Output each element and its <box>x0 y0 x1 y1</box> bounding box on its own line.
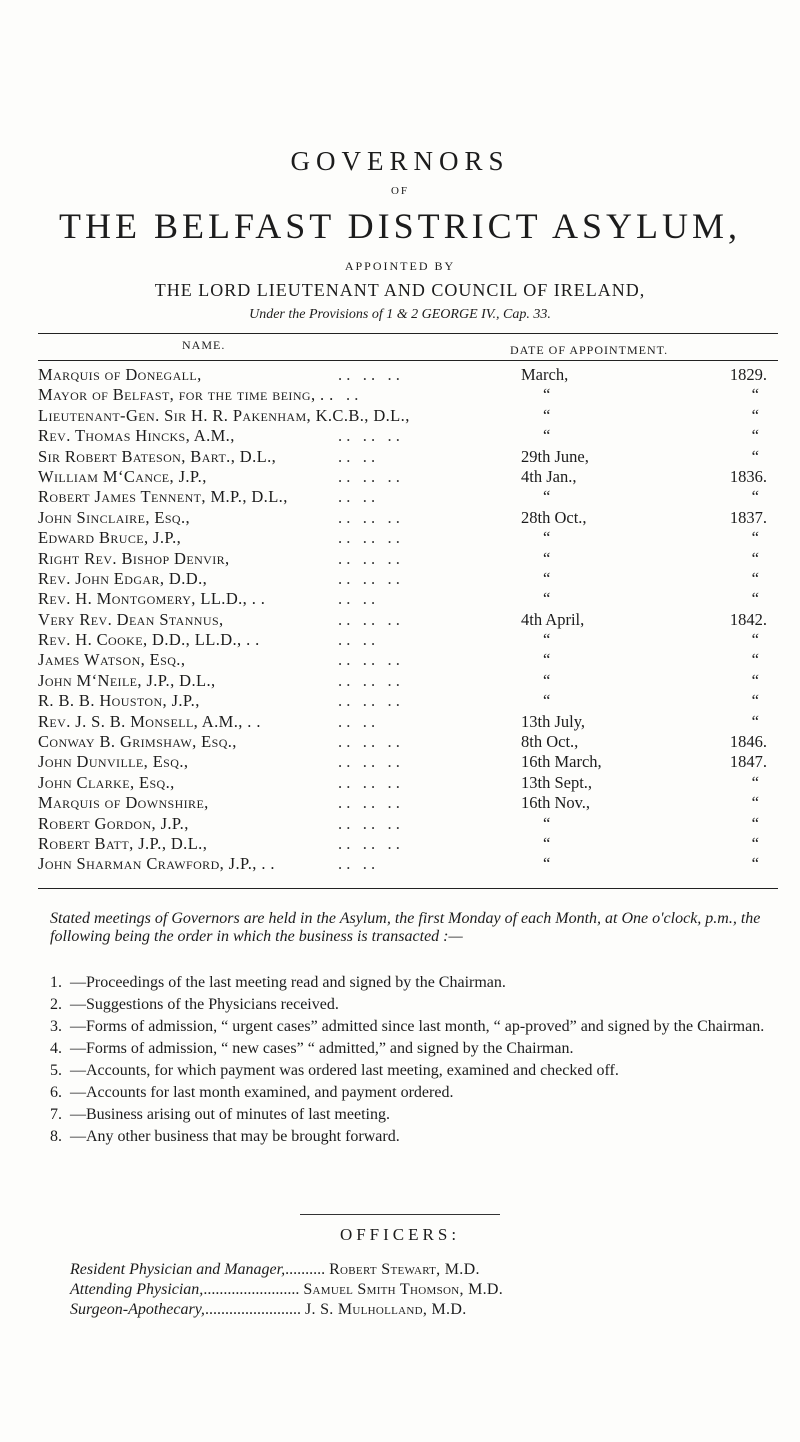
date-year: 1837. <box>729 507 767 527</box>
dot-leader: . . . . . . <box>338 691 400 711</box>
table-row <box>38 691 778 711</box>
date-day-month: 13th Sept., <box>521 772 593 792</box>
dot-leader: . . . . <box>338 446 376 466</box>
table-row <box>38 589 778 609</box>
governor-name: Sir Robert Bateson, Bart., D.L., <box>38 446 277 466</box>
date-year: “ <box>751 772 759 792</box>
item-text: —Forms of admission, “ urgent cases” admitted since last month, “ ap-proved” and signed by the Chairman. <box>70 1018 765 1035</box>
date-day-month: 8th Oct., <box>521 732 579 752</box>
officer-row <box>70 1280 790 1300</box>
item-text: —Any other business that may be brought forward. <box>70 1128 400 1145</box>
dot-leader: . . . . . . <box>338 365 400 384</box>
table-row <box>38 569 778 589</box>
table-row <box>38 549 778 569</box>
officer-name: Robert Stewart, M.D. <box>329 1261 480 1278</box>
dot-leader: ........................ <box>203 1281 300 1298</box>
list-item <box>50 1128 780 1146</box>
date-year: 1842. <box>729 609 767 629</box>
item-number: 8. <box>50 1128 62 1145</box>
table-row <box>38 793 778 813</box>
table-row <box>38 712 778 732</box>
date-day-month: “ <box>543 405 551 425</box>
governor-name: Rev. Thomas Hincks, A.M., <box>38 426 235 446</box>
dot-leader: . . . . . . <box>338 670 400 690</box>
governor-name: Rev. John Edgar, D.D., <box>38 568 208 588</box>
governor-name: William M‘Cance, J.P., <box>38 466 207 486</box>
dot-leader: . . . . <box>338 630 376 650</box>
governors-table <box>38 365 778 875</box>
item-number: 4. <box>50 1040 62 1057</box>
officer-role: Resident Physician and Manager, <box>70 1261 286 1278</box>
table-row <box>38 385 778 405</box>
list-item <box>50 1018 780 1036</box>
list-item <box>50 1062 780 1080</box>
dot-leader: . . . . . . <box>338 609 400 629</box>
table-row <box>38 834 778 854</box>
table-row <box>38 732 778 752</box>
officer-name: J. S. Mulholland, M.D. <box>304 1301 467 1318</box>
item-number: 2. <box>50 996 62 1013</box>
dot-leader: ........................ <box>204 1301 301 1318</box>
table-row <box>38 650 778 670</box>
date-day-month: “ <box>543 691 551 711</box>
date-day-month: “ <box>543 548 551 568</box>
date-day-month: March, <box>521 365 569 384</box>
governor-name: R. B. B. Houston, J.P., <box>38 691 200 711</box>
date-year: “ <box>751 691 759 711</box>
officers-divider <box>300 1214 500 1215</box>
list-item <box>50 1106 780 1124</box>
date-year: 1846. <box>729 732 767 752</box>
title-governors: GOVERNORS <box>290 146 510 176</box>
date-year: “ <box>751 854 759 874</box>
table-row <box>38 610 778 630</box>
date-day-month: “ <box>543 833 551 853</box>
date-day-month: 4th April, <box>521 609 585 629</box>
governor-name: Rev. H. Cooke, D.D., LL.D., . . <box>38 630 260 650</box>
list-item <box>50 1084 780 1102</box>
date-day-month: “ <box>543 813 551 833</box>
dot-leader: . . . . <box>338 487 376 507</box>
date-day-month: “ <box>543 589 551 609</box>
meetings-intro: Stated meetings of Governors are held in the Asylum, the first Monday of each Month, at One o'clock, p.m., the following being the order in which the business is transacted :— <box>50 910 761 945</box>
date-year: 1847. <box>729 752 767 772</box>
governor-name: James Watson, Esq., <box>38 650 186 670</box>
governor-name: Robert Batt, J.P., D.L., <box>38 833 208 853</box>
dot-leader: . . . . . . <box>338 752 400 772</box>
date-year: 1829. <box>729 365 767 384</box>
date-year: “ <box>751 548 759 568</box>
officer-row <box>70 1260 790 1280</box>
dot-leader: . . . . . . <box>338 793 400 813</box>
date-day-month: “ <box>543 568 551 588</box>
date-year: “ <box>751 405 759 425</box>
table-row <box>38 508 778 528</box>
date-year: 1836. <box>729 466 767 486</box>
dot-leader: . . . . <box>338 711 376 731</box>
table-row <box>38 426 778 446</box>
governor-name: Robert James Tennent, M.P., D.L., <box>38 487 288 507</box>
date-day-month: “ <box>543 528 551 548</box>
table-row <box>38 854 778 874</box>
dot-leader: . . . . . . <box>338 833 400 853</box>
dot-leader: . . . . . . <box>338 650 400 670</box>
table-row <box>38 752 778 772</box>
governor-name: Very Rev. Dean Stannus, <box>38 609 224 629</box>
date-day-month: 29th June, <box>521 446 589 466</box>
date-day-month: “ <box>543 630 551 650</box>
date-year: “ <box>751 833 759 853</box>
business-list <box>50 974 780 1150</box>
provisions-line: Under the Provisions of 1 & 2 GEORGE IV., Cap. 33. <box>249 307 551 322</box>
date-day-month: “ <box>543 854 551 874</box>
date-year: “ <box>751 630 759 650</box>
date-year: “ <box>751 793 759 813</box>
date-year: “ <box>751 670 759 690</box>
officer-name: Samuel Smith Thomson, M.D. <box>303 1281 504 1298</box>
item-text: —Proceedings of the last meeting read and signed by the Chairman. <box>70 974 506 991</box>
title-of: OF <box>390 185 410 197</box>
dot-leader: . . . . . . <box>338 568 400 588</box>
date-day-month: 16th March, <box>521 752 602 772</box>
governor-name: John Dunville, Esq., <box>38 752 189 772</box>
dot-leader: . . . . . . <box>338 732 400 752</box>
dot-leader: . . <box>346 385 359 405</box>
table-row <box>38 671 778 691</box>
officers-list <box>70 1260 790 1320</box>
list-item <box>50 974 780 992</box>
item-text: —Business arising out of minutes of last meeting. <box>70 1106 390 1123</box>
governor-name: John Sharman Crawford, J.P., . . <box>38 854 275 874</box>
date-year: “ <box>751 813 759 833</box>
governor-name: Robert Gordon, J.P., <box>38 813 189 833</box>
governor-name: John Clarke, Esq., <box>38 772 175 792</box>
date-year: “ <box>751 528 759 548</box>
governor-name: Marquis of Donegall, <box>38 365 202 384</box>
dot-leader: . . . . <box>338 589 376 609</box>
date-day-month: “ <box>543 385 551 405</box>
date-day-month: “ <box>543 487 551 507</box>
dot-leader: . . . . . . <box>338 813 400 833</box>
officer-role: Surgeon-Apothecary, <box>70 1301 205 1318</box>
item-text: —Accounts, for which payment was ordered last meeting, examined and checked off. <box>70 1062 619 1079</box>
table-row <box>38 528 778 548</box>
governor-name: John M‘Neile, J.P., D.L., <box>38 670 216 690</box>
dot-leader: . . . . . . <box>338 772 400 792</box>
date-day-month: “ <box>543 650 551 670</box>
dot-leader: . . . . . . <box>338 426 400 446</box>
date-year: “ <box>751 487 759 507</box>
date-day-month: 16th Nov., <box>521 793 591 813</box>
governor-name: John Sinclaire, Esq., <box>38 507 191 527</box>
lord-lieutenant-line: THE LORD LIEUTENANT AND COUNCIL OF IRELAND, <box>154 280 646 300</box>
table-row <box>38 365 778 385</box>
governor-name: Marquis of Downshire, <box>38 793 209 813</box>
date-year: “ <box>751 426 759 446</box>
date-year: “ <box>751 446 759 466</box>
item-number: 3. <box>50 1018 62 1035</box>
dot-leader: . . . . <box>338 854 376 874</box>
rule-header <box>38 360 778 361</box>
item-number: 1. <box>50 974 62 991</box>
table-row <box>38 630 778 650</box>
rule-bottom <box>38 888 778 889</box>
governor-name: Right Rev. Bishop Denvir, <box>38 548 230 568</box>
item-number: 6. <box>50 1084 62 1101</box>
appointed-by: APPOINTED BY <box>344 259 456 273</box>
governor-name: Conway B. Grimshaw, Esq., <box>38 732 237 752</box>
dot-leader: . . . . . . <box>338 466 400 486</box>
item-number: 5. <box>50 1062 62 1079</box>
date-year: “ <box>751 385 759 405</box>
officer-row <box>70 1300 790 1320</box>
dot-leader: . . . . . . <box>338 548 400 568</box>
date-year: “ <box>751 589 759 609</box>
table-row <box>38 773 778 793</box>
date-day-month: 28th Oct., <box>521 507 587 527</box>
governor-name: Lieutenant-Gen. Sir H. R. Pakenham, K.C.B., D.L., <box>38 405 410 425</box>
governor-name: Rev. H. Montgomery, LL.D., . . <box>38 589 266 609</box>
date-year: “ <box>751 711 759 731</box>
table-row <box>38 447 778 467</box>
date-day-month: 4th Jan., <box>521 466 577 486</box>
table-row <box>38 467 778 487</box>
table-row <box>38 814 778 834</box>
item-text: —Accounts for last month examined, and payment ordered. <box>70 1084 454 1101</box>
date-day-month: “ <box>543 426 551 446</box>
officers-title: OFFICERS: <box>339 1225 461 1244</box>
date-day-month: “ <box>543 670 551 690</box>
item-number: 7. <box>50 1106 62 1123</box>
governor-name: Edward Bruce, J.P., <box>38 528 182 548</box>
dot-leader: .......... <box>285 1261 326 1278</box>
dot-leader: . . . . . . <box>338 528 400 548</box>
governor-name: Rev. J. S. B. Monsell, A.M., . . <box>38 711 261 731</box>
rule-top <box>38 333 778 334</box>
col-head-date: DATE OF APPOINTMENT. <box>510 343 669 357</box>
officer-role: Attending Physician, <box>70 1281 204 1298</box>
table-row <box>38 406 778 426</box>
item-text: —Forms of admission, “ new cases” “ admitted,” and signed by the Chairman. <box>70 1040 574 1057</box>
table-row <box>38 487 778 507</box>
title-asylum: THE BELFAST DISTRICT ASYLUM, <box>58 206 742 246</box>
date-day-month: 13th July, <box>521 711 586 731</box>
dot-leader: . . . . . . <box>338 507 400 527</box>
item-text: —Suggestions of the Physicians received. <box>70 996 339 1013</box>
col-head-name: NAME. <box>182 338 226 352</box>
list-item <box>50 1040 780 1058</box>
governor-name: Mayor of Belfast, for the time being, . . <box>38 385 334 405</box>
date-year: “ <box>751 650 759 670</box>
list-item <box>50 996 780 1014</box>
date-year: “ <box>751 568 759 588</box>
